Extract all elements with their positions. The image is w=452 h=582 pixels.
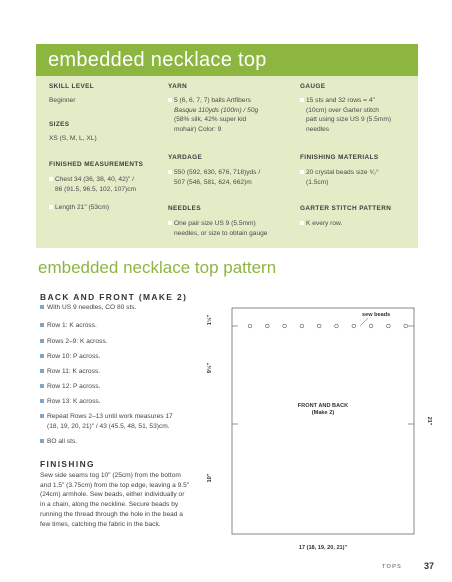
length-measure-label: 21" (426, 416, 432, 426)
finishing-instructions: Sew side seams tog 10" (25cm) from the bottom and 1.5" (3.75cm) from the top edge, leaving a 9.5" (24cm) armhole. Sew beads, either individually or in a chain, along the neckline. Secure beads by running the thread through the hole in the bead a few times, catching the fabric in the back. (40, 472, 190, 528)
yardage-label: YARDAGE (168, 154, 203, 161)
yarn-label: YARN (168, 83, 188, 90)
sizes-label: SIZES (49, 121, 70, 128)
bead-marker (352, 324, 356, 328)
instruction-row: Row 1: K across. (40, 321, 97, 331)
bead-marker (369, 324, 373, 328)
bead-markers (248, 324, 407, 328)
garter-stitch-details: K every row. (300, 219, 342, 229)
bullet-icon (40, 414, 44, 418)
bullet-icon (168, 98, 172, 102)
armhole-measure-label: 9½" (207, 362, 213, 374)
bullet-icon (40, 384, 44, 388)
finishing-heading: FINISHING (40, 459, 95, 469)
yardage-details: 550 (592, 630, 676, 718)yds / 507 (546, 581, 624, 662)m (168, 168, 260, 187)
skill-level-label: SKILL LEVEL (49, 83, 95, 90)
chest-measurement: Chest 34 (36, 38, 40, 42)" / 86 (91.5, 96.5, 102, 107)cm (49, 175, 136, 194)
garment-schematic (198, 306, 438, 552)
finished-measurements-label: FINISHED MEASUREMENTS (49, 161, 144, 168)
instruction-row: Rows 2–9: K across. (40, 337, 107, 347)
bead-marker (283, 324, 287, 328)
instruction-row: BO all sts. (40, 437, 77, 447)
gauge-details: 15 sts and 32 rows = 4" (10cm) over Garter stitch patt using size US 9 (5.5mm) needles (300, 96, 391, 134)
bullet-icon (40, 354, 44, 358)
yarn-details: 5 (6, 6, 7, 7) balls Artfibers Basque 110yds (100m) / 50g (58% silk, 42% super kid mohair) Color: 9 (168, 96, 258, 134)
page-number: 37 (424, 561, 435, 571)
gauge-label: GAUGE (300, 83, 326, 90)
bead-marker (335, 324, 339, 328)
bullet-icon (40, 339, 44, 343)
instruction-row: With US 9 needles, CO 80 sts. (40, 303, 136, 313)
needles-label: NEEDLES (168, 205, 201, 212)
width-measure-label: 17 (18, 19, 20, 21)" (298, 545, 348, 551)
instruction-row: Row 13: K across. (40, 397, 101, 407)
length-measurement: Length 21" (53cm) (49, 203, 109, 213)
bead-marker (300, 324, 304, 328)
finishing-materials-details: 20 crystal beads size ⁶⁄₀° (1.5cm) (300, 168, 379, 187)
top-measure-label: 1½" (207, 314, 213, 326)
bead-marker (404, 324, 408, 328)
instruction-row: Row 10: P across. (40, 352, 100, 362)
finishing-materials-label: FINISHING MATERIALS (300, 154, 379, 161)
bullet-icon (300, 221, 304, 225)
bead-marker (387, 324, 391, 328)
bullet-icon (49, 205, 53, 209)
sizes-value: XS (S, M, L, XL) (49, 135, 97, 142)
bullet-icon (40, 369, 44, 373)
pattern-info-box (36, 76, 418, 248)
skill-level-value: Beginner (49, 97, 76, 104)
header-bar (36, 44, 418, 76)
bullet-icon (300, 170, 304, 174)
back-front-heading: BACK AND FRONT (MAKE 2) (40, 292, 188, 302)
page-title: embedded necklace top (48, 49, 267, 71)
sew-beads-label: sew beads (362, 312, 391, 318)
bullet-icon (40, 399, 44, 403)
instruction-row: Row 11: K across. (40, 367, 100, 377)
bullet-icon (40, 305, 44, 309)
bead-marker (266, 324, 270, 328)
bead-marker (248, 324, 252, 328)
footer-section: TOPS (382, 564, 402, 570)
garment-outline (232, 308, 414, 534)
sew-beads-pointer (360, 318, 368, 326)
instruction-row: Repeat Rows 2–13 until work measures 17 (18, 19, 20, 21)" / 43 (45.5, 48, 51, 53)cm. (40, 412, 173, 431)
bullet-icon (40, 439, 44, 443)
center-label-1: FRONT AND BACK (297, 403, 349, 409)
needles-details: One pair size US 9 (5.5mm) needles, or size to obtain gauge (168, 219, 267, 238)
bullet-icon (49, 177, 53, 181)
pattern-title: embedded necklace top pattern (38, 258, 277, 277)
bullet-icon (300, 98, 304, 102)
bullet-icon (168, 221, 172, 225)
bullet-icon (40, 323, 44, 327)
side-seam-measure-label: 10" (207, 473, 213, 483)
bead-marker (317, 324, 321, 328)
instruction-row: Row 12: P across. (40, 382, 100, 392)
bullet-icon (168, 170, 172, 174)
garter-stitch-label: GARTER STITCH PATTERN (300, 205, 392, 212)
center-label-2: (Make 2) (311, 410, 335, 416)
